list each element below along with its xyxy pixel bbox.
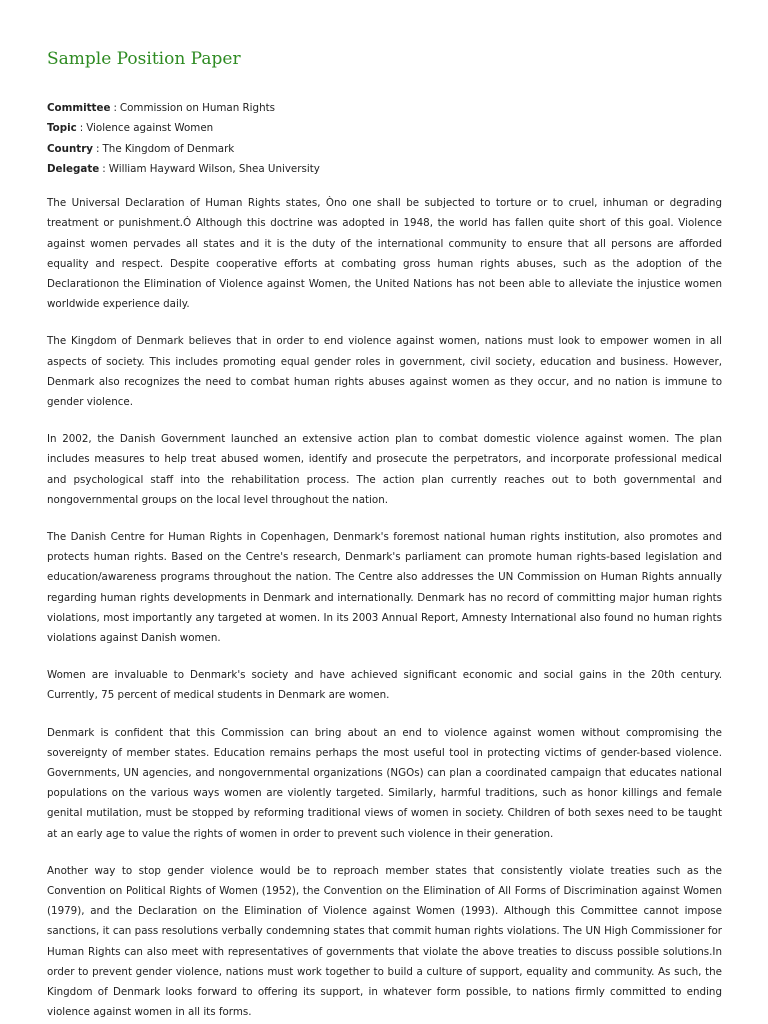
body-paragraph: The Universal Declaration of Human Rights states, Òno one shall be subjected to torture or to cruel, inhuman or degrading treatment or punishment.Ó Although this doctrine was adopted in 1948, the world has fallen quite short of this goal. Violence against women pervades all states and it is the duty of the international community to ensure that all persons are afforded equality and respect. Despite cooperative efforts at combating gross human rights abuses, such as the adoption of the Declarationon the Elimination of Violence against Women, the United Nations has not been able to alleviate the injustice women worldwide experience daily.	[47, 197, 722, 311]
body-paragraph: In 2002, the Danish Government launched an extensive action plan to combat domestic violence against women. The plan includes measures to help treat abused women, identify and prosecute the perpetrators, and incorporate professional medical and psychological staff into the rehabilitation process. The action plan currently reaches out to both governmental and nongovernmental groups on the local level throughout the nation.	[47, 433, 722, 506]
metadata-row-topic	[47, 118, 722, 138]
metadata-row-delegate	[47, 159, 722, 179]
metadata-separator: :	[102, 162, 106, 175]
body-paragraph: Denmark is confident that this Commission can bring about an end to violence against women without compromising the sovereignty of member states. Education remains perhaps the most useful tool in protecting victims of gender-based violence. Governments, UN agencies, and nongovernmental organizations (NGOs) can plan a coordinated campaign that educates national populations on the various ways women are violently targeted. Similarly, harmful traditions, such as honor killings and female genital mutilation, must be stopped by reforming traditional views of women in society. Children of both sexes need to be taught at an early age to value the rights of women in order to prevent such violence in their generation.	[47, 726, 722, 840]
metadata-separator: :	[113, 102, 117, 114]
metadata-value: William Hayward Wilson, Shea University	[108, 162, 320, 175]
metadata-separator: :	[79, 122, 84, 135]
metadata-separator: :	[96, 142, 100, 155]
metadata-value: The Kingdom of Denmark	[102, 142, 235, 155]
body-paragraph: The Kingdom of Denmark believes that in order to end violence against women, nations must look to empower women in all aspects of society. This includes promoting equal gender roles in government, civil society, education and business. However, Denmark also recognizes the need to combat human rights abuses against women as they occur, and no nation is immune to gender violence.	[47, 335, 722, 409]
metadata-row-country	[47, 139, 722, 159]
metadata-row-committee	[47, 98, 722, 118]
metadata-key: Delegate	[47, 162, 100, 175]
metadata-key: Topic	[47, 122, 77, 135]
metadata-key: Country	[47, 142, 94, 155]
metadata-value: Commission on Human Rights	[119, 102, 276, 114]
metadata-block	[47, 98, 722, 179]
body-paragraph: The Danish Centre for Human Rights in Copenhagen, Denmark's foremost national human rights institution, also promotes and protects human rights. Based on the Centre's research, Denmark's parliament can promote human rights-based legislation and education/awareness programs throughout the nation. The Centre also addresses the UN Commission on Human Rights annually regarding human rights developments in Denmark and internationally. Denmark has no record of committing major human rights violations, most importantly any targeted at women. In its 2003 Annual Report, Amnesty International also found no human rights violations against Danish women.	[47, 531, 722, 645]
body-paragraph: Women are invaluable to Denmark's society and have achieved significant economic and social gains in the 20th century. Currently, 75 percent of medical students in Denmark are women.	[47, 669, 722, 702]
metadata-value: Violence against Women	[86, 122, 214, 135]
metadata-key: Committee	[47, 102, 111, 114]
document-title: Sample Position Paper	[47, 49, 241, 69]
body-paragraph: Another way to stop gender violence would be to reproach member states that consistently violate treaties such as the Convention on Political Rights of Women (1952), the Convention on the Elimination of All Forms of Discrimination against Women (1979), and the Declaration on the Elimination of Violence against Women (1993). Although this Committee cannot impose sanctions, it can pass resolutions verbally condemning states that commit human rights violations. The UN High Commissioner for Human Rights can also meet with representatives of governments that violate the above treaties to discuss possible solutions.In order to prevent gender violence, nations must work together to build a culture of support, equality and community. As such, the Kingdom of Denmark looks forward to offering its support, in whatever form possible, to nations firmly committed to ending violence against women in all its forms.	[47, 864, 722, 1019]
